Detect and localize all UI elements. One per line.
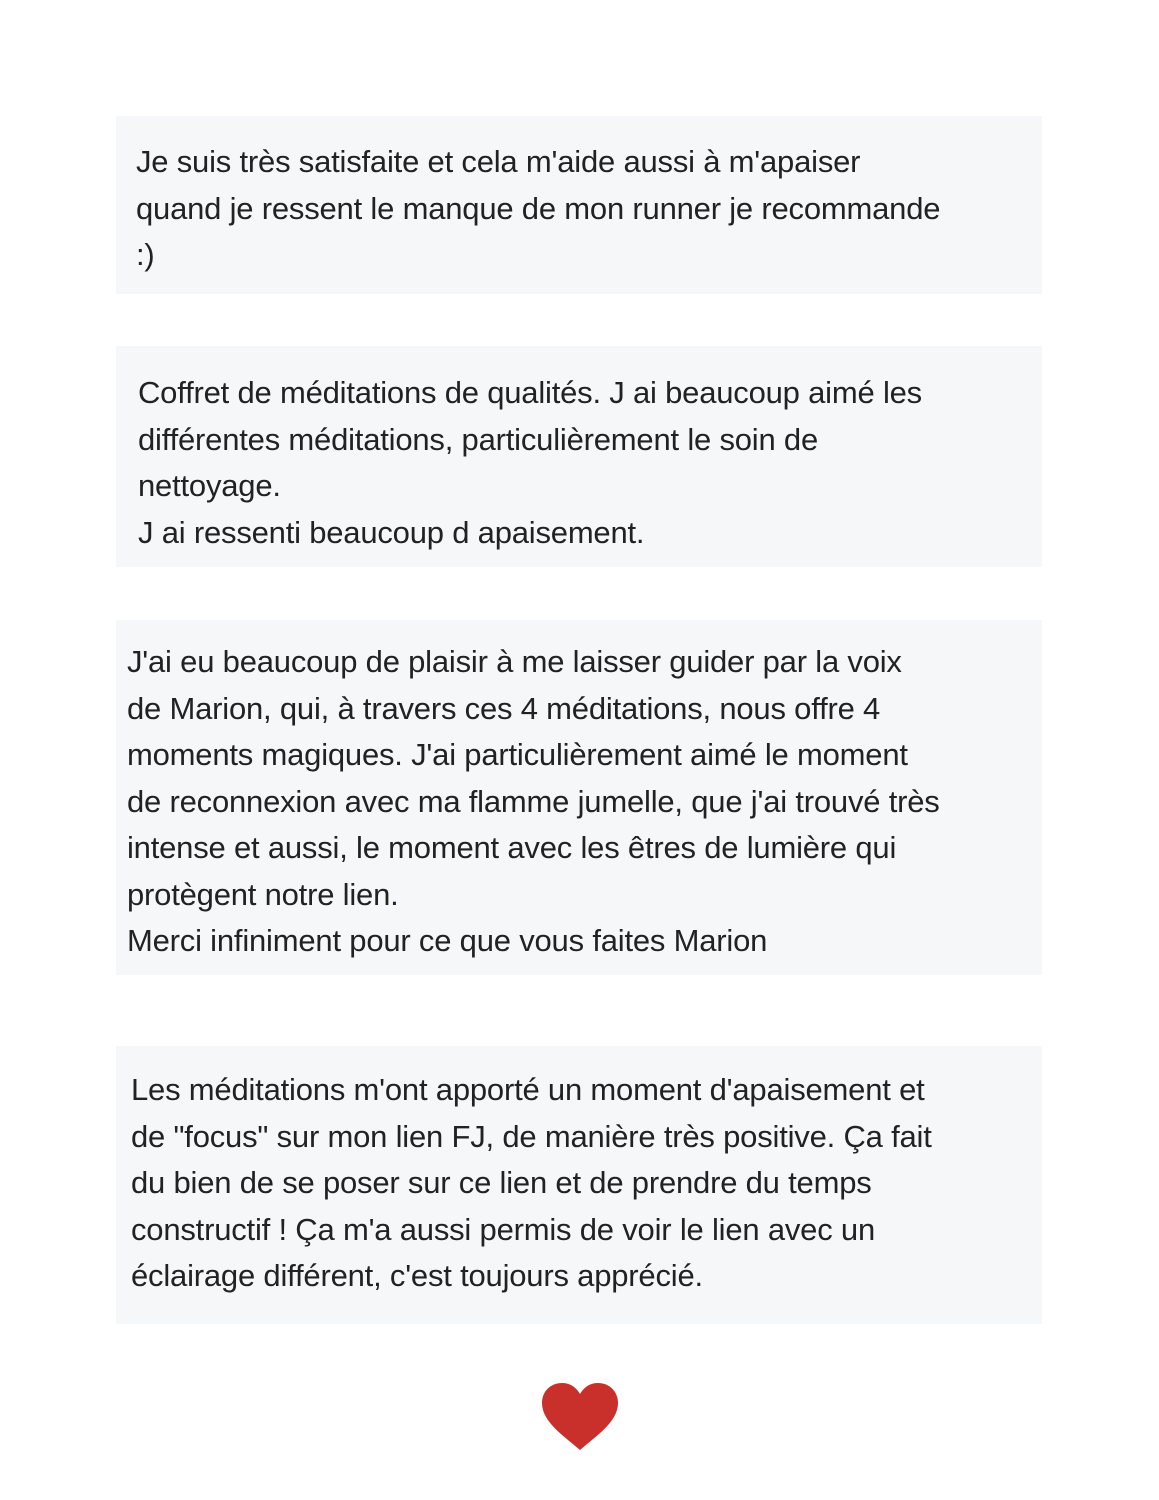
testimonial-card — [116, 620, 1042, 975]
testimonial-text: Coffret de méditations de qualités. J ai beaucoup aimé les différentes méditations, particulièrement le soin de nettoyage. J ai ressenti beaucoup d apaisement. — [138, 375, 922, 550]
testimonial-card — [116, 346, 1042, 567]
testimonial-text: Les méditations m'ont apporté un moment d'apaisement et de "focus" sur mon lien FJ, de manière très positive. Ça fait du bien de se poser sur ce lien et de prendre du temps constructif ! Ça m'a aussi permis de voir le lien avec un éclairage différent, c'est toujours apprécié. — [131, 1072, 932, 1293]
heart-icon — [540, 1382, 620, 1452]
testimonial-text: J'ai eu beaucoup de plaisir à me laisser guider par la voix de Marion, qui, à travers ces 4 méditations, nous offre 4 moments magiques. J'ai particulièrement aimé le moment de reconnexion avec ma flamme jumelle, que j'ai trouvé très intense et aussi, le moment avec les êtres de lumière qui protègent notre lien. Merci infiniment pour ce que vous faites Marion — [127, 644, 940, 958]
testimonial-text: Je suis très satisfaite et cela m'aide aussi à m'apaiser quand je ressent le manque de mon runner je recommande :) — [136, 144, 941, 272]
testimonial-card — [116, 1046, 1042, 1324]
testimonial-card — [116, 116, 1042, 294]
